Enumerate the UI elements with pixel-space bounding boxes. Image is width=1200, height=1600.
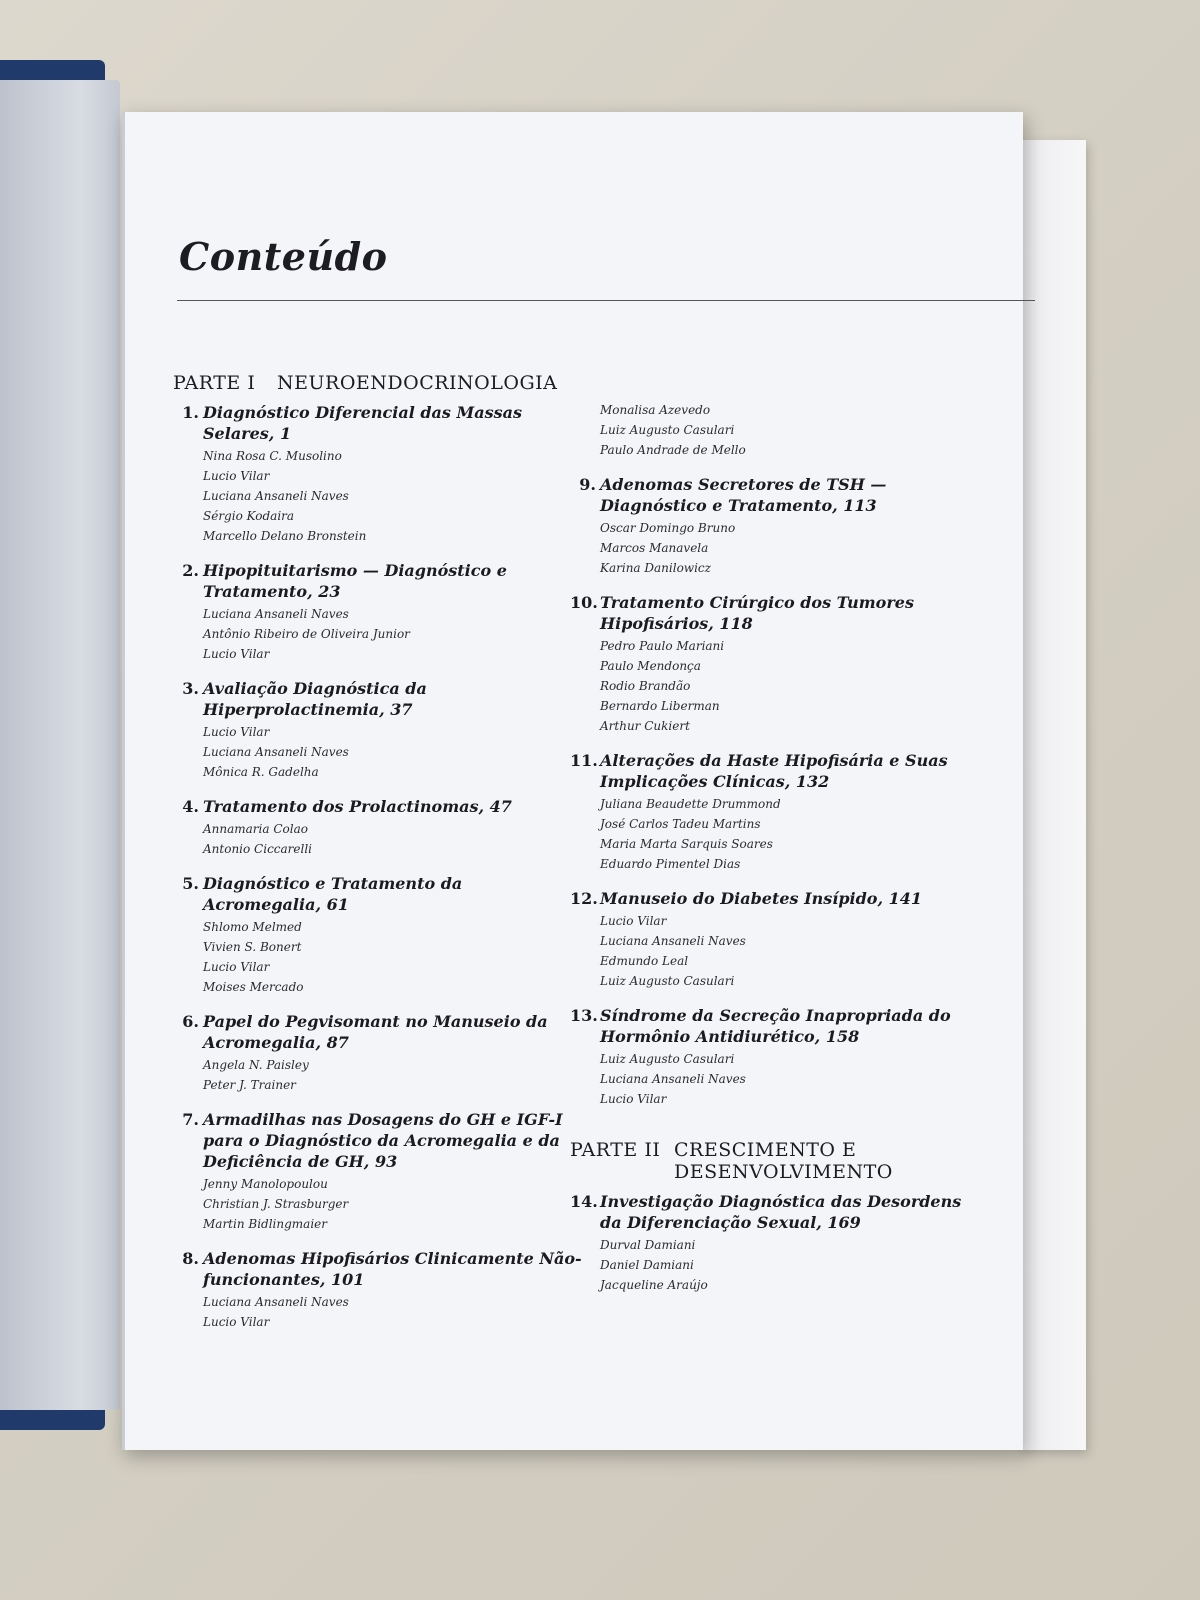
entry-title: [173, 560, 583, 602]
part-heading-2: [570, 1139, 980, 1183]
toc-entry: [173, 560, 583, 664]
author-list: [173, 917, 583, 997]
entry-number: 12.: [570, 889, 598, 908]
author-name: Edmundo Leal: [600, 954, 689, 968]
entry-title: [570, 1005, 980, 1047]
author-name: Lucio Vilar: [203, 960, 270, 974]
author-name: Marcello Delano Bronstein: [203, 529, 367, 543]
entry-title: [570, 474, 980, 516]
entry-title: [173, 1011, 583, 1053]
part-number: PARTE II: [570, 1139, 661, 1161]
author-name: Monalisa Azevedo: [600, 403, 711, 417]
toc-entry: [570, 888, 980, 991]
author-name: Lucio Vilar: [203, 725, 270, 739]
entry-text: Investigação Diagnóstica das Desordens da Diferenciação Sexual, 169: [600, 1192, 962, 1232]
author-list: [173, 604, 583, 664]
author-list: [570, 518, 980, 578]
entry-number: 1.: [182, 403, 199, 422]
part-title: NEUROENDOCRINOLOGIA: [277, 372, 558, 394]
author-name: Moises Mercado: [203, 980, 304, 994]
entry-title: [173, 1248, 583, 1290]
entry-text: Armadilhas nas Dosagens do GH e IGF-I para o Diagnóstico da Acromegalia e da Deficiência de GH, 93: [203, 1110, 563, 1171]
author-name: Lucio Vilar: [600, 1092, 667, 1106]
author-list: [173, 722, 583, 782]
author-name: Daniel Damiani: [600, 1258, 694, 1272]
author-name: Lucio Vilar: [600, 914, 667, 928]
entry-number: 4.: [182, 797, 199, 816]
page-edges: [1018, 140, 1086, 1450]
author-name: Lucio Vilar: [203, 647, 270, 661]
toc-entry: [570, 592, 980, 736]
author-name: Pedro Paulo Mariani: [600, 639, 725, 653]
entry-number: 6.: [182, 1012, 199, 1031]
entry-number: 9.: [579, 475, 596, 494]
author-name: Luciana Ansaneli Naves: [600, 934, 746, 948]
author-name: Luciana Ansaneli Naves: [203, 489, 349, 503]
author-name: Luciana Ansaneli Naves: [203, 1295, 349, 1309]
page-title: Conteúdo: [179, 234, 388, 279]
author-list: [570, 911, 980, 991]
author-name: Luciana Ansaneli Naves: [203, 745, 349, 759]
author-name: José Carlos Tadeu Martins: [600, 817, 761, 831]
author-name: Sérgio Kodaira: [203, 509, 295, 523]
title-rule: [177, 300, 1035, 301]
right-entries-2: [570, 1191, 980, 1295]
entry-text: Tratamento dos Prolactinomas, 47: [203, 797, 512, 816]
author-list: [173, 446, 583, 546]
toc-entry: [173, 1011, 583, 1095]
author-name: Oscar Domingo Bruno: [600, 521, 736, 535]
author-list: [570, 1049, 980, 1109]
author-name: Bernardo Liberman: [600, 699, 720, 713]
author-name: Luiz Augusto Casulari: [600, 423, 735, 437]
toc-entry: [173, 1248, 583, 1332]
right-column: [570, 400, 980, 1309]
entry-text: Papel do Pegvisomant no Manuseio da Acromegalia, 87: [203, 1012, 548, 1052]
right-entries: [570, 474, 980, 1109]
entry-title: [570, 750, 980, 792]
entry-title: [173, 678, 583, 720]
author-name: Martin Bidlingmaier: [203, 1217, 328, 1231]
author-name: Nina Rosa C. Musolino: [203, 449, 342, 463]
author-name: Arthur Cukiert: [600, 719, 690, 733]
entry-text: Avaliação Diagnóstica da Hiperprolactinemia, 37: [203, 679, 427, 719]
left-page: [0, 80, 120, 1410]
author-name: Luciana Ansaneli Naves: [600, 1072, 746, 1086]
author-name: Antonio Ciccarelli: [203, 842, 313, 856]
toc-entry: [173, 1109, 583, 1234]
toc-entry: [570, 750, 980, 874]
toc-entry: [173, 678, 583, 782]
author-name: Shlomo Melmed: [203, 920, 302, 934]
author-list: [570, 636, 980, 736]
author-list: [570, 1235, 980, 1295]
author-list: [173, 819, 583, 859]
author-list: [173, 1055, 583, 1095]
entry-number: 11.: [570, 751, 598, 770]
author-name: Mônica R. Gadelha: [203, 765, 319, 779]
author-name: Karina Danilowicz: [600, 561, 711, 575]
entry-title: [570, 888, 980, 909]
toc-entry: [173, 796, 583, 859]
entry-text: Alterações da Haste Hipofisária e Suas Implicações Clínicas, 132: [600, 751, 948, 791]
author-list: [173, 1174, 583, 1234]
toc-entry: [570, 474, 980, 578]
author-name: Angela N. Paisley: [203, 1058, 309, 1072]
entry-title: [570, 1191, 980, 1233]
author-name: Lucio Vilar: [203, 1315, 270, 1329]
entry-number: 5.: [182, 874, 199, 893]
author-name: Antônio Ribeiro de Oliveira Junior: [203, 627, 410, 641]
author-name: Christian J. Strasburger: [203, 1197, 349, 1211]
author-name: Juliana Beaudette Drummond: [600, 797, 781, 811]
continued-authors: [570, 400, 980, 460]
part-number: PARTE I: [173, 372, 256, 394]
author-name: Marcos Manavela: [600, 541, 709, 555]
toc-entry: [173, 873, 583, 997]
entry-title: [173, 796, 583, 817]
entry-number: 7.: [182, 1110, 199, 1129]
author-name: Peter J. Trainer: [203, 1078, 296, 1092]
left-column: [173, 372, 583, 1346]
author-name: Luciana Ansaneli Naves: [203, 607, 349, 621]
part-title: CRESCIMENTO E DESENVOLVIMENTO: [674, 1139, 893, 1183]
part-heading: [173, 372, 583, 394]
author-name: Rodio Brandão: [600, 679, 691, 693]
entry-text: Adenomas Secretores de TSH — Diagnóstico e Tratamento, 113: [600, 475, 887, 515]
author-name: Luiz Augusto Casulari: [600, 1052, 735, 1066]
author-name: Eduardo Pimentel Dias: [600, 857, 741, 871]
entry-text: Manuseio do Diabetes Insípido, 141: [600, 889, 922, 908]
toc-entry: [570, 1005, 980, 1109]
author-name: Vivien S. Bonert: [203, 940, 302, 954]
toc-entry: [173, 402, 583, 546]
author-name: Jenny Manolopoulou: [203, 1177, 328, 1191]
entry-text: Síndrome da Secreção Inapropriada do Hormônio Antidiurético, 158: [600, 1006, 951, 1046]
entry-title: [570, 592, 980, 634]
author-name: Luiz Augusto Casulari: [600, 974, 735, 988]
entry-number: 13.: [570, 1006, 598, 1025]
author-name: Lucio Vilar: [203, 469, 270, 483]
author-name: Paulo Mendonça: [600, 659, 701, 673]
toc-entry: [570, 1191, 980, 1295]
author-name: Durval Damiani: [600, 1238, 696, 1252]
contents-page: [122, 112, 1023, 1450]
left-entries: [173, 402, 583, 1332]
author-name: Annamaria Colao: [203, 822, 308, 836]
entry-title: [173, 402, 583, 444]
author-name: Maria Marta Sarquis Soares: [600, 837, 773, 851]
entry-number: 10.: [570, 593, 598, 612]
entry-text: Diagnóstico e Tratamento da Acromegalia, 61: [203, 874, 463, 914]
entry-number: 8.: [182, 1249, 199, 1268]
author-list: [570, 794, 980, 874]
author-name: Jacqueline Araújo: [600, 1278, 708, 1292]
entry-title: [173, 1109, 583, 1172]
author-list: [173, 1292, 583, 1332]
entry-title: [173, 873, 583, 915]
entry-number: 2.: [182, 561, 199, 580]
entry-number: 3.: [182, 679, 199, 698]
entry-text: Adenomas Hipofisários Clinicamente Não-funcionantes, 101: [203, 1249, 582, 1289]
author-name: Paulo Andrade de Mello: [600, 443, 746, 457]
entry-text: Tratamento Cirúrgico dos Tumores Hipofisários, 118: [600, 593, 914, 633]
entry-number: 14.: [570, 1192, 598, 1211]
entry-text: Diagnóstico Diferencial das Massas Selares, 1: [203, 403, 522, 443]
entry-text: Hipopituitarismo — Diagnóstico e Tratamento, 23: [203, 561, 507, 601]
